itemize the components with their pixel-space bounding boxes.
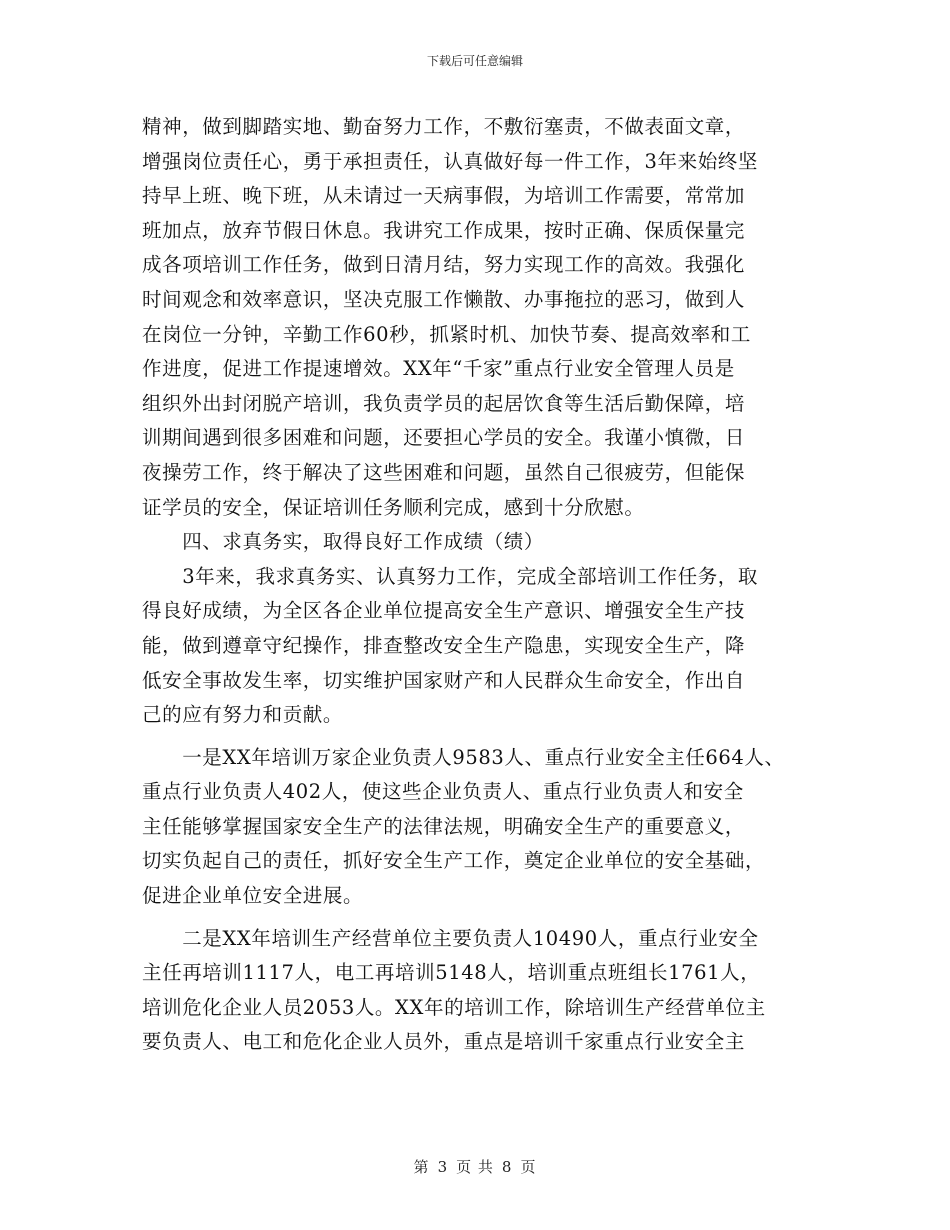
text-line: 要负责人、电工和危化企业人员外，重点是培训千家重点行业安全主 xyxy=(142,1030,746,1054)
text-line: 组织外出封闭脱产培训，我负责学员的起居饮食等生活后勤保障，培 xyxy=(142,391,746,415)
total-page-count: 8 xyxy=(501,1158,513,1176)
text-line: 低安全事故发生率，切实维护国家财产和人民群众生命安全，作出自 xyxy=(142,668,746,692)
page-footer xyxy=(0,1156,950,1177)
text-line: 己的应有努力和贡献。 xyxy=(142,703,344,727)
text-line: 时间观念和效率意识，坚决克服工作懒散、办事拖拉的恶习，做到人 xyxy=(142,287,746,311)
current-page-number: 3 xyxy=(437,1158,449,1176)
footer-middle: 页 共 xyxy=(456,1158,494,1176)
text-line: 主任再培训1117人，电工再培训5148人，培训重点班组长1761人， xyxy=(142,961,761,985)
text-line: 二是XX年培训生产经营单位主要负责人10490人，重点行业安全 xyxy=(142,926,759,950)
text-line: 促进企业单位安全进展。 xyxy=(142,884,364,908)
text-line: 重点行业负责人402人，使这些企业负责人、重点行业负责人和安全 xyxy=(142,780,744,804)
page-header: 下载后可任意编辑 xyxy=(426,54,523,68)
footer-prefix: 第 xyxy=(413,1158,430,1176)
text-line: 训期间遇到很多困难和问题，还要担心学员的安全。我谨小慎微，日 xyxy=(142,426,746,450)
text-line: 能，做到遵章守纪操作，排查整改安全生产隐患，实现安全生产，降 xyxy=(142,633,746,657)
document-body xyxy=(142,110,832,1060)
section-heading: 四、求真务实，取得良好工作成绩（绩） xyxy=(142,530,545,554)
text-line: 夜操劳工作，终于解决了这些困难和问题，虽然自己很疲劳，但能保 xyxy=(142,460,746,484)
text-line: 主任能够掌握国家安全生产的法律法规，明确安全生产的重要意义， xyxy=(142,814,746,838)
footer-suffix: 页 xyxy=(520,1158,537,1176)
text-line: 精神，做到脚踏实地、勤奋努力工作，不敷衍塞责，不做表面文章， xyxy=(142,115,746,138)
text-line: 持早上班、晚下班，从未请过一天病事假，为培训工作需要，常常加 xyxy=(142,184,746,208)
text-line: 班加点，放弃节假日休息。我讲究工作成果，按时正确、保质保量完 xyxy=(142,218,746,242)
text-line: 增强岗位责任心，勇于承担责任，认真做好每一件工作，3年来始终坚 xyxy=(142,149,759,173)
text-line: 得良好成绩，为全区各企业单位提高安全生产意识、增强安全生产技 xyxy=(142,599,746,623)
text-line: 切实负起自己的责任，抓好安全生产工作，奠定企业单位的安全基础， xyxy=(142,849,766,873)
text-line: 一是XX年培训万家企业负责人9583人、重点行业安全主任664人、 xyxy=(142,745,785,769)
text-line: 证学员的安全，保证培训任务顺利完成，感到十分欣慰。 xyxy=(142,495,645,519)
text-line: 3年来，我求真务实、认真努力工作，完成全部培训工作任务，取 xyxy=(142,564,759,588)
text-line: 作进度，促进工作提速增效。XX年“千家”重点行业安全管理人员是 xyxy=(142,357,735,381)
text-line: 在岗位一分钟，辛勤工作60秒，抓紧时机、加快节奏、提高效率和工 xyxy=(142,322,751,346)
text-line: 成各项培训工作任务，做到日清月结，努力实现工作的高效。我强化 xyxy=(142,253,746,277)
text-line: 培训危化企业人员2053人。XX年的培训工作，除培训生产经营单位主 xyxy=(142,995,766,1019)
